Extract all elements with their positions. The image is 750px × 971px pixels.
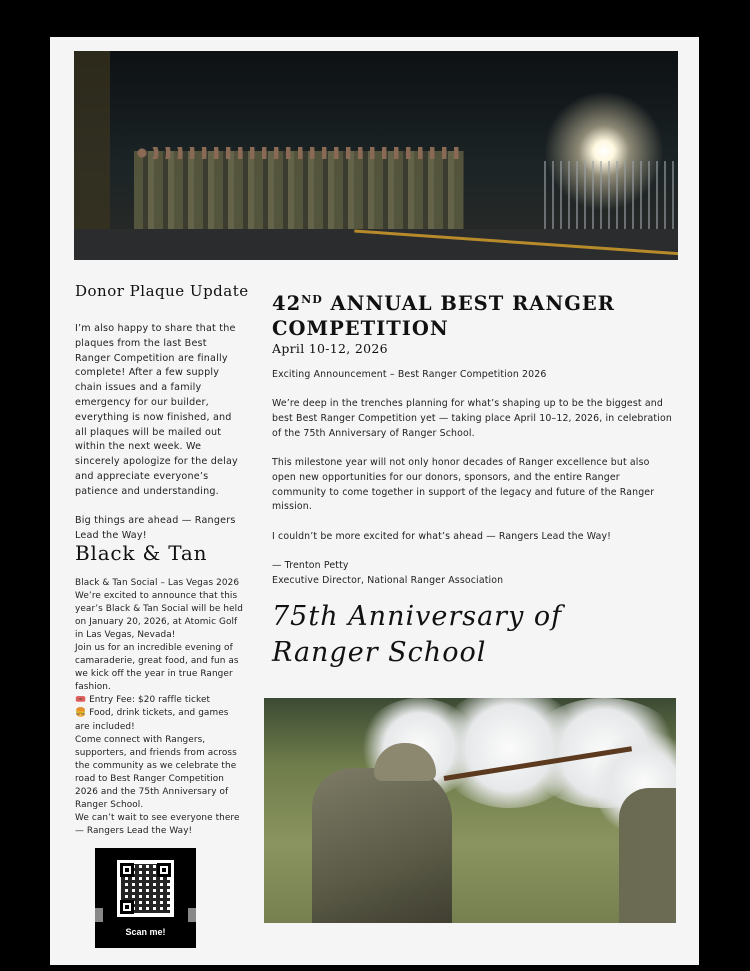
competition-paragraph: We’re deep in the trenches planning for what’s shaping up to be the biggest and best Best Ranger Competition yet — taking place April 10–12, 2026, in celebration of the 75th Anniversary of Ranger School. [272, 398, 672, 439]
competition-heading-text: ANNUAL BEST RANGER COMPETITION [272, 292, 615, 340]
competition-paragraph: This milestone year will not only honor decades of Ranger excellence but also open new opportunities for our donors, sponsors, and the entire Ranger community to come together in support of the legacy and future of the Ranger mission. [272, 457, 655, 513]
competition-heading [272, 287, 632, 341]
competition-paragraph: I couldn’t be more excited for what’s ahead — Rangers Lead the Way! [272, 530, 612, 542]
musket-firing-photo [264, 698, 676, 923]
black-tan-line: Black & Tan Social – Las Vegas 2026 [75, 578, 240, 588]
donor-plaque-heading: Donor Plaque Update [75, 282, 249, 300]
qr-code-block[interactable] [95, 848, 196, 948]
hero-photo-ranger-competitors [74, 51, 678, 260]
signature-title: Executive Director, National Ranger Association [272, 574, 504, 586]
black-tan-line: Come connect with Rangers, supporters, and friends from across the community as we celebrate the road to Best Ranger Competition 2026 and the 75th Anniversary of Ranger School. [75, 734, 237, 810]
competition-paragraph: Exciting Announcement – Best Ranger Competition 2026 [272, 369, 547, 380]
black-tan-line: 🎟️ Entry Fee: $20 raffle ticket [75, 695, 211, 706]
competition-heading-number: 42 [272, 292, 302, 315]
black-tan-line: Join us for an incredible evening of camaraderie, great food, and fun as we kick off the year in true Ranger fashion. [75, 643, 239, 693]
donor-paragraph: I’m also happy to share that the plaques from the last Best Ranger Competition are finally complete! After a few supply chain issues and a family emergency for our builder, everything is now finished, and all plaques will be mailed out within the next week. We sincerely apologize for the delay and appreciate everyone’s patience and understanding. [75, 323, 238, 497]
qr-scan-label: Scan me! [125, 927, 166, 937]
donor-plaque-text [75, 322, 243, 559]
black-tan-text [75, 577, 243, 838]
black-tan-line: We’re excited to announce that this year’s Black & Tan Social will be held on January 20, 2026, at Atomic Golf in Las Vegas, Nevada! [75, 591, 243, 641]
black-tan-heading: Black & Tan [75, 541, 208, 565]
signature-name: — Trenton Petty [272, 560, 349, 572]
black-tan-line: We can’t wait to see everyone there — Rangers Lead the Way! [75, 812, 240, 836]
qr-code-icon[interactable] [117, 860, 174, 917]
black-tan-line: 🍔 Food, drink tickets, and games are included! [75, 708, 229, 732]
anniversary-heading: 75th Anniversary of Ranger School [272, 601, 563, 668]
donor-paragraph: Big things are ahead — Rangers Lead the Way! [75, 515, 236, 542]
newsletter-page [50, 37, 699, 965]
competition-body [272, 368, 672, 588]
competition-heading-suffix: ND [301, 293, 323, 306]
competition-date: April 10-12, 2026 [272, 341, 388, 356]
